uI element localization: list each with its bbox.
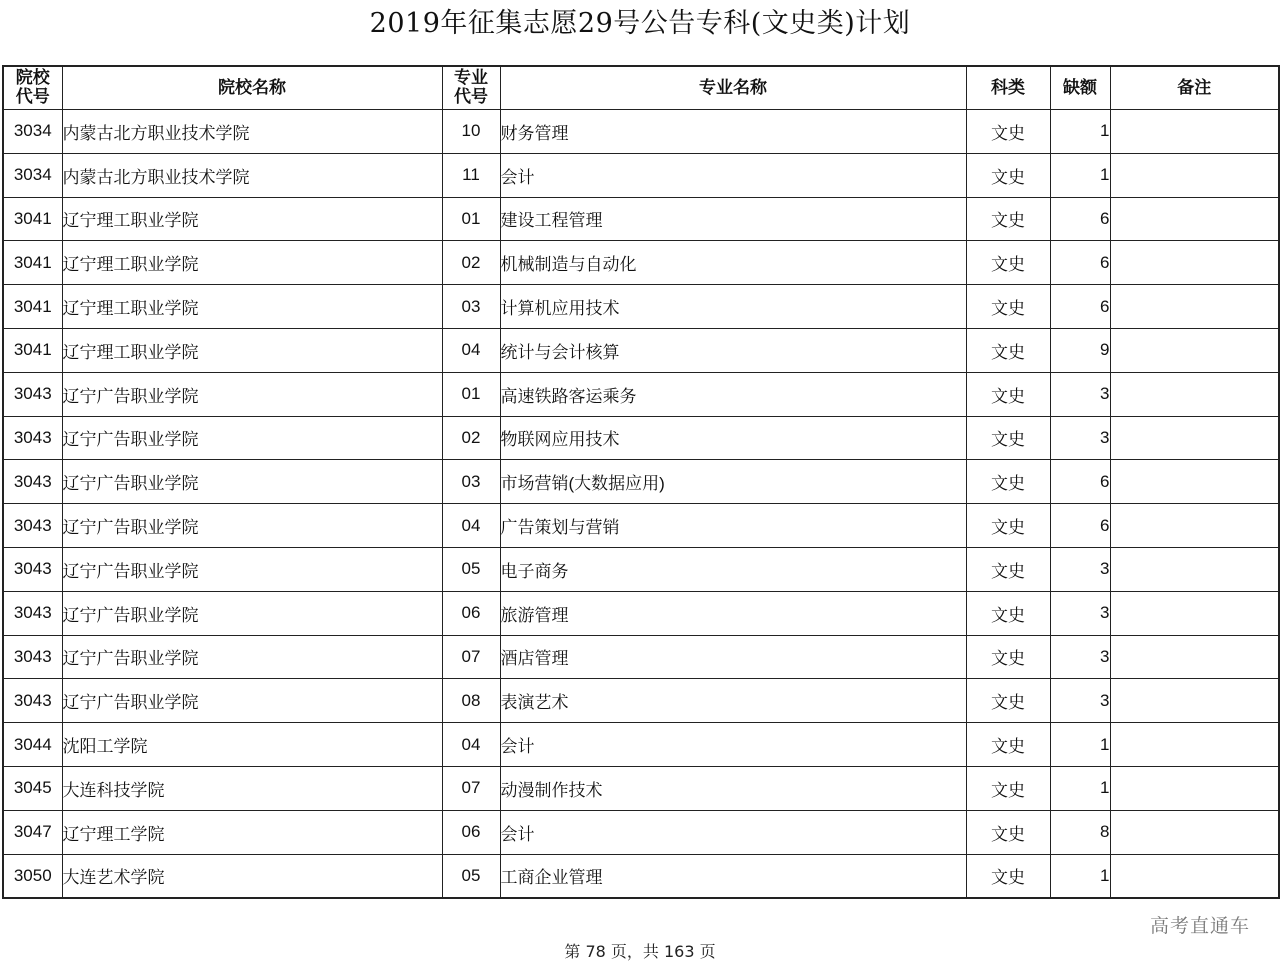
- major-name-cell: 会计: [500, 723, 966, 767]
- table-row: [3, 153, 1279, 197]
- school-code-cell: 3045: [3, 766, 62, 810]
- category-cell: 文史: [966, 635, 1050, 679]
- major-code-cell: 02: [442, 416, 500, 460]
- major-code-cell: 05: [442, 854, 500, 898]
- school-code-cell: 3050: [3, 854, 62, 898]
- category-cell: 文史: [966, 504, 1050, 548]
- school-name-cell: 大连艺术学院: [62, 854, 442, 898]
- category-cell: 文史: [966, 679, 1050, 723]
- category-cell: 文史: [966, 723, 1050, 767]
- school-name-cell: 辽宁理工职业学院: [62, 241, 442, 285]
- remarks-cell: [1110, 591, 1279, 635]
- vacancies-cell: 9: [1050, 328, 1110, 372]
- category-cell: 文史: [966, 153, 1050, 197]
- header-major-name: 专业名称: [500, 66, 966, 110]
- category-cell: 文史: [966, 285, 1050, 329]
- major-code-cell: 06: [442, 591, 500, 635]
- remarks-cell: [1110, 504, 1279, 548]
- header-major-code: [442, 66, 500, 110]
- category-cell: 文史: [966, 197, 1050, 241]
- school-name-cell: 辽宁广告职业学院: [62, 372, 442, 416]
- remarks-cell: [1110, 285, 1279, 329]
- school-code-cell: 3043: [3, 416, 62, 460]
- remarks-cell: [1110, 635, 1279, 679]
- school-code-cell: 3043: [3, 547, 62, 591]
- page-footer: 第 78 页，共 163 页: [564, 942, 716, 961]
- category-cell: 文史: [966, 591, 1050, 635]
- major-name-cell: 财务管理: [500, 110, 966, 154]
- major-name-cell: 广告策划与营销: [500, 504, 966, 548]
- header-category: 科类: [966, 66, 1050, 110]
- category-cell: 文史: [966, 372, 1050, 416]
- major-name-cell: 会计: [500, 810, 966, 854]
- table-row: [3, 723, 1279, 767]
- vacancies-cell: 1: [1050, 854, 1110, 898]
- school-code-cell: 3044: [3, 723, 62, 767]
- school-name-cell: 辽宁广告职业学院: [62, 679, 442, 723]
- table-row: [3, 635, 1279, 679]
- major-name-cell: 建设工程管理: [500, 197, 966, 241]
- major-code-cell: 11: [442, 153, 500, 197]
- school-code-cell: 3043: [3, 635, 62, 679]
- major-code-cell: 01: [442, 197, 500, 241]
- school-code-cell: 3043: [3, 372, 62, 416]
- enrollment-plan-table: [2, 65, 1280, 899]
- table-header-row: [3, 66, 1279, 110]
- major-code-cell: 01: [442, 372, 500, 416]
- vacancies-cell: 1: [1050, 110, 1110, 154]
- remarks-cell: [1110, 241, 1279, 285]
- major-code-cell: 03: [442, 460, 500, 504]
- watermark: 高考直通车: [1149, 915, 1250, 937]
- remarks-cell: [1110, 372, 1279, 416]
- table-row: [3, 854, 1279, 898]
- remarks-cell: [1110, 460, 1279, 504]
- major-code-cell: 10: [442, 110, 500, 154]
- major-name-cell: 物联网应用技术: [500, 416, 966, 460]
- school-name-cell: 辽宁理工职业学院: [62, 328, 442, 372]
- school-name-cell: 辽宁广告职业学院: [62, 416, 442, 460]
- school-name-cell: 大连科技学院: [62, 766, 442, 810]
- remarks-cell: [1110, 766, 1279, 810]
- header-school-name: 院校名称: [62, 66, 442, 110]
- school-name-cell: 沈阳工学院: [62, 723, 442, 767]
- major-name-cell: 高速铁路客运乘务: [500, 372, 966, 416]
- major-name-cell: 统计与会计核算: [500, 328, 966, 372]
- category-cell: 文史: [966, 854, 1050, 898]
- table-row: [3, 416, 1279, 460]
- category-cell: 文史: [966, 766, 1050, 810]
- vacancies-cell: 3: [1050, 679, 1110, 723]
- table-row: [3, 810, 1279, 854]
- major-code-cell: 03: [442, 285, 500, 329]
- major-name-cell: 市场营销(大数据应用): [500, 460, 966, 504]
- school-code-cell: 3041: [3, 241, 62, 285]
- vacancies-cell: 1: [1050, 723, 1110, 767]
- table-row: [3, 591, 1279, 635]
- school-code-cell: 3043: [3, 504, 62, 548]
- school-code-cell: 3034: [3, 110, 62, 154]
- vacancies-cell: 3: [1050, 591, 1110, 635]
- header-school-code-line1: 院校: [15, 68, 50, 88]
- vacancies-cell: 6: [1050, 241, 1110, 285]
- school-name-cell: 辽宁理工职业学院: [62, 197, 442, 241]
- category-cell: 文史: [966, 547, 1050, 591]
- vacancies-cell: 1: [1050, 766, 1110, 810]
- table-row: [3, 679, 1279, 723]
- remarks-cell: [1110, 416, 1279, 460]
- table-row: [3, 241, 1279, 285]
- remarks-cell: [1110, 110, 1279, 154]
- category-cell: 文史: [966, 416, 1050, 460]
- vacancies-cell: 6: [1050, 504, 1110, 548]
- header-vacancies: 缺额: [1050, 66, 1110, 110]
- major-code-cell: 04: [442, 504, 500, 548]
- table-body: [3, 110, 1279, 899]
- major-code-cell: 06: [442, 810, 500, 854]
- major-code-cell: 07: [442, 635, 500, 679]
- remarks-cell: [1110, 679, 1279, 723]
- school-name-cell: 辽宁理工学院: [62, 810, 442, 854]
- major-name-cell: 旅游管理: [500, 591, 966, 635]
- school-code-cell: 3041: [3, 197, 62, 241]
- vacancies-cell: 6: [1050, 197, 1110, 241]
- school-code-cell: 3041: [3, 328, 62, 372]
- major-code-cell: 08: [442, 679, 500, 723]
- school-name-cell: 辽宁广告职业学院: [62, 460, 442, 504]
- category-cell: 文史: [966, 241, 1050, 285]
- remarks-cell: [1110, 854, 1279, 898]
- table-row: [3, 504, 1279, 548]
- category-cell: 文史: [966, 328, 1050, 372]
- school-code-cell: 3041: [3, 285, 62, 329]
- vacancies-cell: 3: [1050, 372, 1110, 416]
- remarks-cell: [1110, 153, 1279, 197]
- table-row: [3, 285, 1279, 329]
- school-name-cell: 内蒙古北方职业技术学院: [62, 110, 442, 154]
- category-cell: 文史: [966, 810, 1050, 854]
- table-row: [3, 460, 1279, 504]
- major-name-cell: 会计: [500, 153, 966, 197]
- major-code-cell: 04: [442, 723, 500, 767]
- table-row: [3, 328, 1279, 372]
- remarks-cell: [1110, 328, 1279, 372]
- school-code-cell: 3034: [3, 153, 62, 197]
- major-code-cell: 02: [442, 241, 500, 285]
- school-code-cell: 3043: [3, 679, 62, 723]
- school-name-cell: 辽宁广告职业学院: [62, 635, 442, 679]
- remarks-cell: [1110, 723, 1279, 767]
- vacancies-cell: 3: [1050, 416, 1110, 460]
- table-row: [3, 372, 1279, 416]
- remarks-cell: [1110, 547, 1279, 591]
- table-row: [3, 110, 1279, 154]
- category-cell: 文史: [966, 460, 1050, 504]
- header-school-code: [3, 66, 62, 110]
- major-name-cell: 表演艺术: [500, 679, 966, 723]
- school-name-cell: 辽宁广告职业学院: [62, 591, 442, 635]
- header-major-code-line1: 专业: [454, 68, 488, 88]
- remarks-cell: [1110, 197, 1279, 241]
- document-title: 2019年征集志愿29号公告专科(文史类)计划: [369, 8, 911, 39]
- major-name-cell: 计算机应用技术: [500, 285, 966, 329]
- major-name-cell: 动漫制作技术: [500, 766, 966, 810]
- vacancies-cell: 3: [1050, 635, 1110, 679]
- vacancies-cell: 6: [1050, 285, 1110, 329]
- header-remarks: 备注: [1110, 66, 1279, 110]
- school-code-cell: 3047: [3, 810, 62, 854]
- vacancies-cell: 1: [1050, 153, 1110, 197]
- major-code-cell: 07: [442, 766, 500, 810]
- header-major-code-line2: 代号: [454, 87, 488, 107]
- major-name-cell: 机械制造与自动化: [500, 241, 966, 285]
- major-code-cell: 05: [442, 547, 500, 591]
- major-name-cell: 酒店管理: [500, 635, 966, 679]
- vacancies-cell: 3: [1050, 547, 1110, 591]
- table-row: [3, 547, 1279, 591]
- vacancies-cell: 8: [1050, 810, 1110, 854]
- school-name-cell: 内蒙古北方职业技术学院: [62, 153, 442, 197]
- table-row: [3, 766, 1279, 810]
- school-code-cell: 3043: [3, 460, 62, 504]
- major-name-cell: 工商企业管理: [500, 854, 966, 898]
- vacancies-cell: 6: [1050, 460, 1110, 504]
- school-name-cell: 辽宁广告职业学院: [62, 504, 442, 548]
- header-school-code-line2: 代号: [15, 87, 50, 107]
- table-row: [3, 197, 1279, 241]
- category-cell: 文史: [966, 110, 1050, 154]
- remarks-cell: [1110, 810, 1279, 854]
- major-name-cell: 电子商务: [500, 547, 966, 591]
- major-code-cell: 04: [442, 328, 500, 372]
- school-code-cell: 3043: [3, 591, 62, 635]
- school-name-cell: 辽宁理工职业学院: [62, 285, 442, 329]
- school-name-cell: 辽宁广告职业学院: [62, 547, 442, 591]
